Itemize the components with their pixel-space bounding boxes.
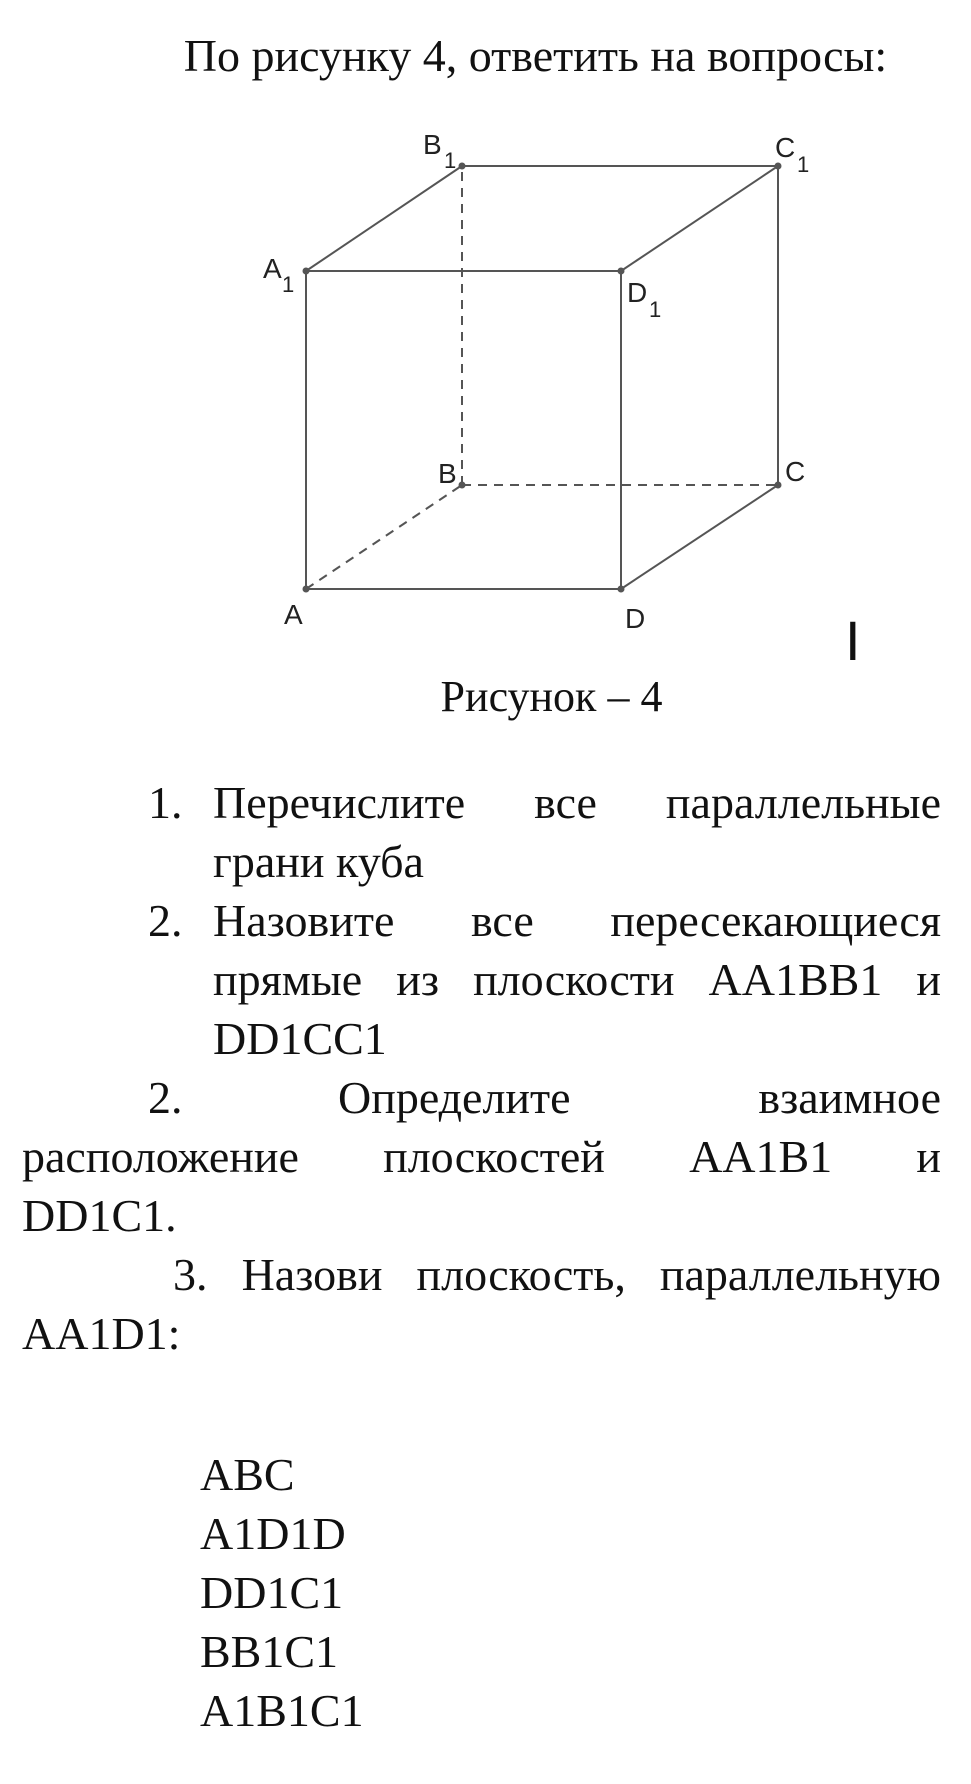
cube-figure xyxy=(0,110,971,670)
edge-d1-c1 xyxy=(621,166,778,271)
edge-a1-b1 xyxy=(306,166,462,271)
question-1-line-2: грани куба xyxy=(213,836,424,887)
question-1-number: 1. xyxy=(148,777,183,828)
option-bb1c1: ВВ1С1 xyxy=(200,1626,339,1677)
option-dd1c1: DD1C1 xyxy=(200,1567,344,1618)
question-3-line-3: DD1C1. xyxy=(22,1190,177,1241)
vertex-c1 xyxy=(775,163,782,170)
label-a1-sub: 1 xyxy=(282,272,295,297)
label-d1-sub: 1 xyxy=(649,297,662,322)
label-d: D xyxy=(625,603,646,634)
label-c1: C xyxy=(775,132,796,163)
question-4-line-2: АА1D1: xyxy=(22,1308,181,1359)
answer-options xyxy=(200,1445,364,1740)
label-b1: B xyxy=(423,129,442,160)
question-2-number: 2. xyxy=(148,895,183,946)
vertex-b xyxy=(459,482,466,489)
option-abc: АВС xyxy=(200,1449,295,1500)
question-2-line-3: DD1CC1 xyxy=(213,1013,387,1064)
option-a1b1c1: А1В1С1 xyxy=(200,1685,364,1736)
label-d1: D xyxy=(627,277,648,308)
question-3-number: 2. xyxy=(148,1072,183,1123)
page-heading xyxy=(0,28,971,84)
vertex-b1 xyxy=(459,163,466,170)
question-3-line-2: расположение плоскостей АА1В1 и xyxy=(22,1131,941,1182)
label-c1-sub: 1 xyxy=(797,152,810,177)
text-cursor: I xyxy=(845,609,861,670)
question-1-line-1: Перечислите все параллельные xyxy=(213,777,941,828)
figure-caption xyxy=(0,670,971,724)
label-b: B xyxy=(438,458,457,489)
vertex-d xyxy=(618,586,625,593)
label-c: C xyxy=(785,456,806,487)
heading-text: По рисунку 4, ответить на вопросы: xyxy=(183,30,888,81)
question-2-line-1: Назовите все пересекающиеся xyxy=(213,895,941,946)
label-a: A xyxy=(284,599,303,630)
vertex-a1 xyxy=(303,268,310,275)
caption-text: Рисунок – 4 xyxy=(440,672,663,721)
label-b1-sub: 1 xyxy=(444,148,457,173)
label-a1: A xyxy=(263,253,282,284)
vertex-c xyxy=(775,482,782,489)
vertex-d1 xyxy=(618,268,625,275)
question-4-line-1: 3. Назови плоскость, параллельную xyxy=(173,1249,941,1300)
edge-a-b-hidden xyxy=(306,485,462,589)
option-a1d1d: А1D1D xyxy=(200,1508,346,1559)
question-2-line-2: прямые из плоскости АА1ВВ1 и xyxy=(213,954,941,1005)
vertex-a xyxy=(303,586,310,593)
question-3-line-1: Определите взаимное xyxy=(338,1072,941,1123)
edge-d-c xyxy=(621,485,778,589)
